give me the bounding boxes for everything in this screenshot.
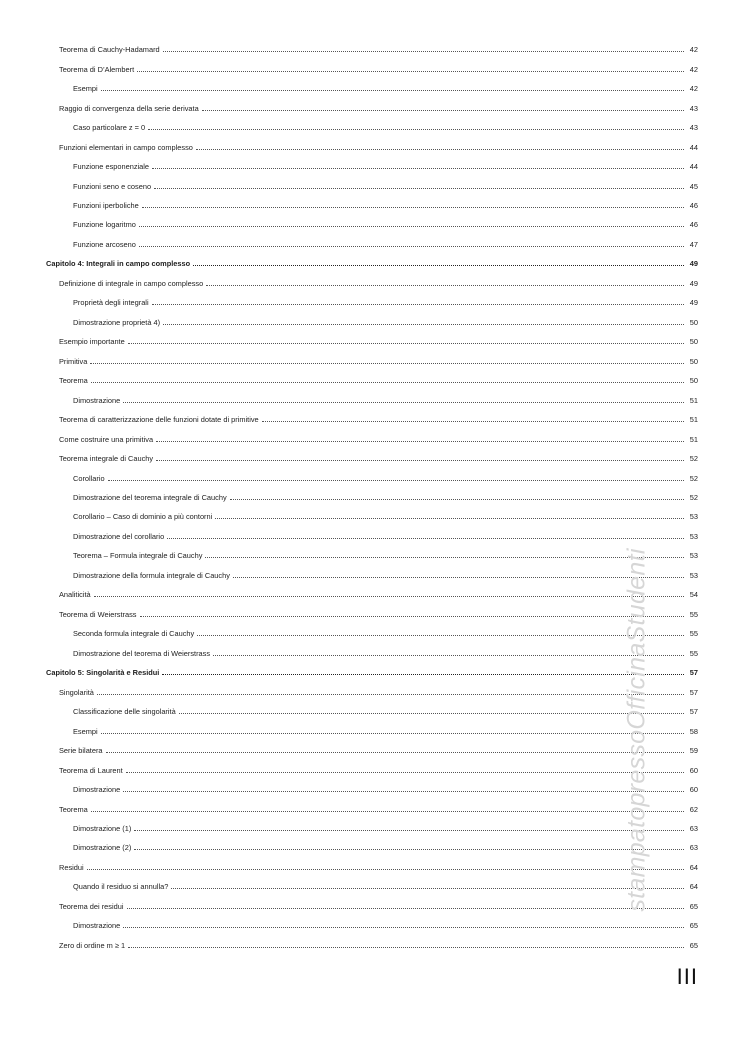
dot-leader <box>206 285 684 286</box>
toc-entry[interactable] <box>0 371 744 390</box>
toc-entry-label: Analiticità <box>59 590 91 600</box>
toc-entry-label: Dimostrazione (1) <box>73 823 132 833</box>
dot-leader <box>171 888 684 889</box>
toc-entry-page: 52 <box>689 473 698 483</box>
toc-entry-page: 49 <box>689 259 698 269</box>
dot-leader <box>167 538 684 539</box>
dot-leader <box>134 849 684 850</box>
dot-leader <box>127 908 685 909</box>
toc-entry[interactable] <box>0 79 744 98</box>
dot-leader <box>152 168 684 169</box>
toc-entry[interactable] <box>0 449 744 468</box>
toc-entry-page: 55 <box>689 648 698 658</box>
toc-entry-page: 43 <box>689 123 698 133</box>
toc-entry-label: Teorema di Cauchy-Hadamard <box>59 45 160 55</box>
dot-leader <box>91 382 684 383</box>
toc-entry[interactable] <box>0 293 744 312</box>
toc-entry-label: Classificazione delle singolarità <box>73 707 176 717</box>
toc-entry[interactable] <box>0 40 744 59</box>
dot-leader <box>202 110 684 111</box>
dot-leader <box>106 752 684 753</box>
dot-leader <box>140 616 685 617</box>
toc-entry[interactable] <box>0 215 744 234</box>
dot-leader <box>91 811 684 812</box>
toc-entry-label: Esempi <box>73 726 98 736</box>
dot-leader <box>137 71 684 72</box>
toc-entry-page: 53 <box>689 551 698 561</box>
toc-entry-label: Proprietà degli integrali <box>73 298 149 308</box>
toc-entry-label: Capitolo 5: Singolarità e Residui <box>46 668 160 678</box>
toc-entry-page: 45 <box>689 181 698 191</box>
toc-entry-label: Quando il residuo si annulla? <box>73 882 169 892</box>
toc-entry-label: Teorema integrale di Cauchy <box>59 454 154 464</box>
toc-entry-label: Dimostrazione proprietà 4) <box>73 317 161 327</box>
toc-entry-label: Seconda formula integrale di Cauchy <box>73 629 195 639</box>
dot-leader <box>179 713 684 714</box>
toc-entry-page: 57 <box>689 707 698 717</box>
toc-entry-page: 51 <box>689 415 698 425</box>
toc-entry-page: 53 <box>689 512 698 522</box>
toc-entry-label: Corollario – Caso di dominio a più contorni <box>73 512 213 522</box>
toc-entry-page: 46 <box>689 220 698 230</box>
watermark: stampatopressoOfficinaStudenti <box>622 548 651 912</box>
toc-entry-page: 63 <box>689 823 698 833</box>
toc-entry-page: 49 <box>689 278 698 288</box>
dot-leader <box>262 421 684 422</box>
dot-leader <box>128 343 684 344</box>
toc-entry-page: 64 <box>689 882 698 892</box>
dot-leader <box>87 869 684 870</box>
toc-entry-page: 44 <box>689 142 698 152</box>
dot-leader <box>215 518 684 519</box>
toc-entry[interactable] <box>0 274 744 293</box>
toc-entry-page: 43 <box>689 103 698 113</box>
toc-entry-label: Teorema di D’Alembert <box>59 64 135 74</box>
dot-leader <box>123 791 684 792</box>
toc-entry-page: 55 <box>689 609 698 619</box>
dot-leader <box>139 226 684 227</box>
toc-entry[interactable] <box>0 313 744 332</box>
toc-entry-page: 51 <box>689 395 698 405</box>
toc-entry[interactable] <box>0 332 744 351</box>
toc-entry[interactable] <box>0 429 744 448</box>
dot-leader <box>156 460 684 461</box>
toc-entry-page: 55 <box>689 629 698 639</box>
dot-leader <box>126 772 684 773</box>
toc-entry-label: Residui <box>59 862 84 872</box>
dot-leader <box>123 927 684 928</box>
toc-entry-page: 65 <box>689 901 698 911</box>
toc-entry[interactable] <box>0 507 744 526</box>
dot-leader <box>128 947 684 948</box>
toc-entry[interactable] <box>0 916 744 935</box>
toc-entry-page: 50 <box>689 337 698 347</box>
toc-entry-page: 46 <box>689 200 698 210</box>
dot-leader <box>230 499 684 500</box>
dot-leader <box>163 324 684 325</box>
dot-leader <box>142 207 684 208</box>
toc-entry-label: Dimostrazione del corollario <box>73 531 165 541</box>
toc-entry[interactable] <box>0 59 744 78</box>
toc-entry-page: 60 <box>689 785 698 795</box>
toc-entry-label: Funzioni seno e coseno <box>73 181 152 191</box>
toc-entry-label: Dimostrazione <box>73 921 121 931</box>
toc-entry-label: Funzioni elementari in campo complesso <box>59 142 193 152</box>
toc-entry-page: 59 <box>689 746 698 756</box>
toc-entry-label: Come costruire una primitiva <box>59 434 154 444</box>
toc-entry-label: Teorema di caratterizzazione delle funzioni dotate di primitive <box>59 415 259 425</box>
toc-entry-label: Dimostrazione della formula integrale di Cauchy <box>73 570 230 580</box>
dot-leader <box>154 188 684 189</box>
dot-leader <box>97 694 684 695</box>
toc-entry-label: Esempi <box>73 84 98 94</box>
page-number: III <box>676 964 698 989</box>
toc-entry-page: 42 <box>689 84 698 94</box>
dot-leader <box>162 674 684 675</box>
dot-leader <box>152 304 684 305</box>
toc-entry-page: 63 <box>689 843 698 853</box>
dot-leader <box>108 480 684 481</box>
dot-leader <box>148 129 684 130</box>
dot-leader <box>205 557 684 558</box>
dot-leader <box>163 51 684 52</box>
toc-entry-label: Teorema di Weierstrass <box>59 609 137 619</box>
toc-entry-label: Caso particolare z = 0 <box>73 123 146 133</box>
toc-entry[interactable] <box>0 390 744 409</box>
toc-entry-label: Esempio importante <box>59 337 125 347</box>
toc-entry-page: 64 <box>689 862 698 872</box>
toc-entry-page: 54 <box>689 590 698 600</box>
toc-entry-page: 52 <box>689 493 698 503</box>
toc-entry-label: Serie bilatera <box>59 746 103 756</box>
dot-leader <box>101 90 684 91</box>
dot-leader <box>123 402 684 403</box>
toc-entry[interactable] <box>0 235 744 254</box>
toc-entry-label: Corollario <box>73 473 105 483</box>
toc-entry[interactable] <box>0 157 744 176</box>
toc-entry-label: Dimostrazione del teorema di Weierstrass <box>73 648 211 658</box>
toc-entry-label: Primitiva <box>59 356 88 366</box>
toc-entry-page: 44 <box>689 162 698 172</box>
toc-entry[interactable] <box>0 410 744 429</box>
dot-leader <box>90 363 684 364</box>
dot-leader <box>197 635 684 636</box>
toc-entry-page: 49 <box>689 298 698 308</box>
toc-entry-page: 65 <box>689 940 698 950</box>
toc-entry[interactable] <box>0 352 744 371</box>
toc-entry-label: Dimostrazione <box>73 785 121 795</box>
dot-leader <box>233 577 684 578</box>
dot-leader <box>101 733 684 734</box>
toc-entry-page: 58 <box>689 726 698 736</box>
toc-entry-label: Capitolo 4: Integrali in campo complesso <box>46 259 191 269</box>
toc-entry-label: Zero di ordine m ≥ 1 <box>59 940 126 950</box>
dot-leader <box>156 441 684 442</box>
toc-entry[interactable] <box>0 936 744 955</box>
toc-entry[interactable] <box>0 98 744 117</box>
toc-entry-label: Funzione arcoseno <box>73 239 136 249</box>
toc-entry-page: 60 <box>689 765 698 775</box>
toc-entry-page: 53 <box>689 570 698 580</box>
toc-entry-page: 53 <box>689 531 698 541</box>
toc-entry[interactable] <box>0 196 744 215</box>
toc-entry-label: Singolarità <box>59 687 94 697</box>
toc-entry[interactable] <box>0 527 744 546</box>
toc-entry-label: Teorema <box>59 376 88 386</box>
toc-entry-page: 50 <box>689 317 698 327</box>
toc-entry-label: Raggio di convergenza della serie derivata <box>59 103 199 113</box>
toc-entry-label: Teorema di Laurent <box>59 765 123 775</box>
toc-entry-page: 65 <box>689 921 698 931</box>
toc-entry-page: 57 <box>689 687 698 697</box>
dot-leader <box>196 149 684 150</box>
toc-entry-label: Definizione di integrale in campo complesso <box>59 278 204 288</box>
dot-leader <box>94 596 684 597</box>
toc-entry[interactable] <box>0 488 744 507</box>
toc-entry-page: 52 <box>689 454 698 464</box>
toc-entry-page: 62 <box>689 804 698 814</box>
dot-leader <box>193 265 684 266</box>
toc-entry-page: 42 <box>689 64 698 74</box>
toc-entry[interactable] <box>0 176 744 195</box>
toc-entry[interactable] <box>0 118 744 137</box>
toc-entry-page: 42 <box>689 45 698 55</box>
toc-entry[interactable] <box>0 137 744 156</box>
toc-chapter[interactable] <box>0 254 744 273</box>
dot-leader <box>139 246 684 247</box>
toc-entry-page: 51 <box>689 434 698 444</box>
toc-entry-page: 47 <box>689 239 698 249</box>
toc-entry-label: Funzione logaritmo <box>73 220 136 230</box>
dot-leader <box>134 830 684 831</box>
toc-entry-page: 50 <box>689 356 698 366</box>
toc-entry-label: Dimostrazione del teorema integrale di Cauchy <box>73 493 227 503</box>
toc-entry-label: Funzione esponenziale <box>73 162 150 172</box>
toc-entry-label: Dimostrazione (2) <box>73 843 132 853</box>
toc-entry-page: 57 <box>689 668 698 678</box>
toc-entry-label: Teorema <box>59 804 88 814</box>
dot-leader <box>213 655 684 656</box>
toc-entry-label: Teorema – Formula integrale di Cauchy <box>73 551 203 561</box>
toc-entry[interactable] <box>0 468 744 487</box>
toc-entry-page: 50 <box>689 376 698 386</box>
toc-entry-label: Dimostrazione <box>73 395 121 405</box>
toc-entry-label: Funzioni iperboliche <box>73 200 139 210</box>
toc-entry-label: Teorema dei residui <box>59 901 124 911</box>
